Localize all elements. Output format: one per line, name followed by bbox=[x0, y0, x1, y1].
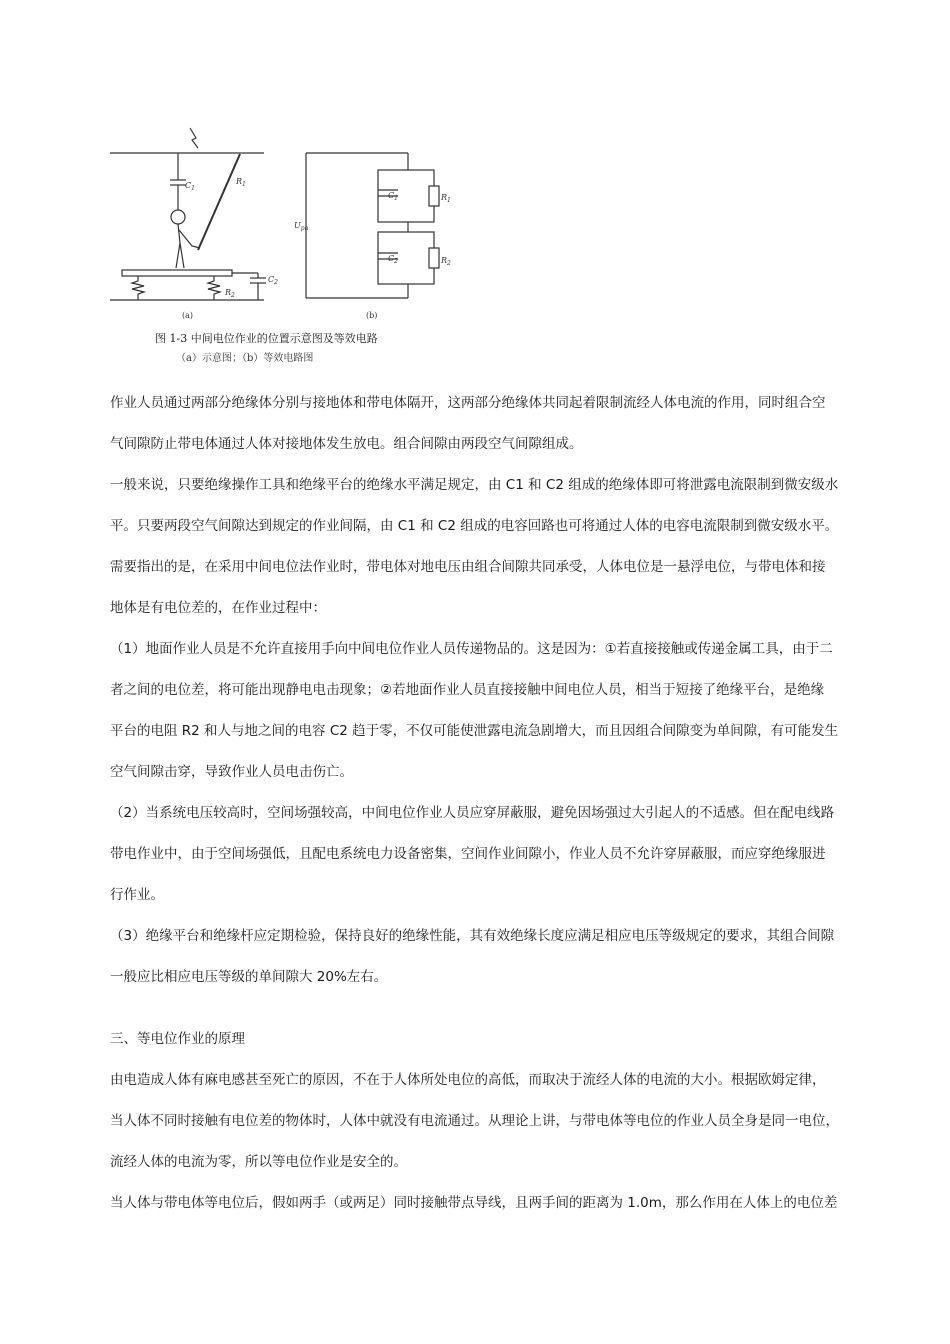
text-line: 平。只要两段空气间隙达到规定的作业间隔，由 C1 和 C2 组成的电容回路也可将通过人体的电容电流限制到微安级水平。 bbox=[110, 518, 839, 534]
text-line: 地体是有电位差的，在作业过程中： bbox=[110, 600, 326, 616]
label-r1: $R_1$ bbox=[236, 177, 246, 188]
insulating-platform bbox=[122, 270, 232, 276]
label-uph: $U_{ph}$ bbox=[294, 221, 309, 232]
text-line: 当人体与带电体等电位后，假如两手（或两足）同时接触带点导线，且两手间的距离为 1.0m，那么作用在人体上的电位差 bbox=[110, 1195, 838, 1211]
label-c2: $C_2$ bbox=[268, 275, 278, 286]
text-line: 当人体不同时接触有电位差的物体时，人体中就没有电流通过。从理论上讲，与带电体等电位的作业人员全身是同一电位， bbox=[110, 1113, 839, 1129]
text-line: 作业人员通过两部分绝缘体分别与接地体和带电体隔开，这两部分绝缘体共同起着限制流经人体电流的作用，同时组合空 bbox=[110, 395, 826, 411]
text-line: 一般来说，只要绝缘操作工具和绝缘平台的绝缘水平满足规定，由 C1 和 C2 组成的绝缘体即可将泄露电流限制到微安级水 bbox=[110, 477, 839, 493]
text-line: 流经人体的电流为零，所以等电位作业是安全的。 bbox=[110, 1154, 407, 1170]
lightning-icon bbox=[190, 128, 198, 148]
text-line: 者之间的电位差，将可能出现静电电击现象；②若地面作业人员直接接触中间电位人员，相当于短接了绝缘平台，是绝缘 bbox=[110, 682, 825, 698]
text-line: 由电造成人体有麻电感甚至死亡的原因，不在于人体所处电位的高低，而取决于流经人体的电流的大小。根据欧姆定律， bbox=[110, 1072, 826, 1088]
text-line: 平台的电阻 R2 和人与地之间的电容 C2 趋于零，不仅可能使泄露电流急剧增大，而且因组合间隙变为单间隙，有可能发生 bbox=[110, 723, 839, 739]
text-line: 带电作业中，由于空间场强低，且配电系统电力设备密集，空间作业间隙小，作业人员不允许穿屏蔽服，而应穿绝缘服进 bbox=[110, 846, 826, 862]
figure-caption: 图 1-3 中间电位作业的位置示意图及等效电路 bbox=[155, 332, 378, 345]
section-body-text bbox=[110, 1071, 880, 1235]
label-b-c1: $C_1$ bbox=[388, 191, 398, 202]
text-line: （1）地面作业人员是不允许直接用手向中间电位作业人员传递物品的。这是因为：①若直接接触或传递金属工具，由于二 bbox=[110, 641, 833, 657]
text-line: 行作业。 bbox=[110, 887, 164, 903]
worker-head-icon bbox=[171, 210, 185, 224]
text-line: 需要指出的是，在采用中间电位法作业时，带电体对地电压由组合间隙共同承受，人体电位是一悬浮电位，与带电体和接 bbox=[110, 559, 826, 575]
insulating-rod bbox=[198, 154, 240, 250]
text-line: 气间隙防止带电体通过人体对接地体发生放电。组合间隙由两段空气间隙组成。 bbox=[110, 436, 583, 452]
section-heading: 三、等电位作业的原理 bbox=[110, 1031, 245, 1047]
label-c1: $C_1$ bbox=[185, 181, 195, 192]
label-r2: $R_2$ bbox=[225, 288, 235, 299]
label-b-r1: $R_1$ bbox=[441, 193, 451, 204]
figure-subcaption: （a）示意图；（b）等效电路图 bbox=[176, 353, 314, 364]
text-line: 一般应比相应电压等级的单间隙大 20%左右。 bbox=[110, 969, 388, 985]
circuit-diagram bbox=[108, 118, 458, 328]
text-line: 空气间隙击穿，导致作业人员电击伤亡。 bbox=[110, 764, 353, 780]
panel-b-label: (b) bbox=[366, 311, 378, 320]
label-b-c2: $C_2$ bbox=[388, 254, 398, 265]
text-line: （2）当系统电压较高时，空间场强较高，中间电位作业人员应穿屏蔽服，避免因场强过大引起人的不适感。但在配电线路 bbox=[110, 805, 835, 821]
panel-a-label: (a) bbox=[182, 311, 194, 320]
text-line: （3）绝缘平台和绝缘杆应定期检验，保持良好的绝缘性能，其有效绝缘长度应满足相应电压等级规定的要求，其组合间隙 bbox=[110, 928, 835, 944]
label-b-r2: $R_2$ bbox=[441, 256, 451, 267]
body-text bbox=[110, 394, 880, 1009]
